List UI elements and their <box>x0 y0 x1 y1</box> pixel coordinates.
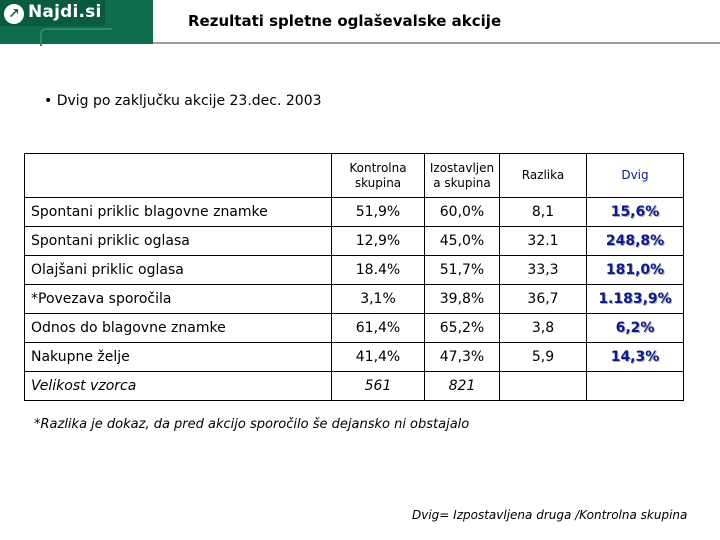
table-row <box>25 256 684 285</box>
table-row <box>25 285 684 314</box>
row-label: Velikost vzorca <box>25 372 332 401</box>
cell-exposed: 821 <box>425 372 500 401</box>
cell-lift: 6,2% <box>587 314 684 343</box>
cell-control: 51,9% <box>332 198 425 227</box>
header-cell-difference: Razlika <box>500 154 587 198</box>
row-label: Spontani priklic blagovne znamke <box>25 198 332 227</box>
bullet-marker: • <box>44 93 53 109</box>
footnote: *Razlika je dokaz, da pred akcijo sporočilo še dejansko ni obstajalo <box>34 417 470 432</box>
logo[interactable] <box>0 0 153 44</box>
header-cell-empty <box>25 154 332 198</box>
cell-lift <box>587 372 684 401</box>
logo-text: Najdi.si <box>28 2 102 22</box>
cell-control: 3,1% <box>332 285 425 314</box>
cell-difference: 3,8 <box>500 314 587 343</box>
cell-difference: 8,1 <box>500 198 587 227</box>
results-table <box>24 153 684 401</box>
table-row <box>25 227 684 256</box>
table-header-row <box>25 154 684 198</box>
header-cell-exposed: Izostavljen a skupina <box>425 154 500 198</box>
cell-control: 61,4% <box>332 314 425 343</box>
cell-exposed: 39,8% <box>425 285 500 314</box>
cell-exposed: 65,2% <box>425 314 500 343</box>
header-cell-control: Kontrolna skupina <box>332 154 425 198</box>
title-divider <box>153 42 720 44</box>
cell-control: 41,4% <box>332 343 425 372</box>
row-label: Olajšani priklic oglasa <box>25 256 332 285</box>
cell-difference: 32.1 <box>500 227 587 256</box>
cell-lift: 15,6% <box>587 198 684 227</box>
table-row-sample-size <box>25 372 684 401</box>
row-label: Spontani priklic oglasa <box>25 227 332 256</box>
page-title: Rezultati spletne oglaševalske akcije <box>188 12 502 30</box>
table-row <box>25 198 684 227</box>
header-cell-lift: Dvig <box>587 154 684 198</box>
cell-control: 18.4% <box>332 256 425 285</box>
row-label: Odnos do blagovne znamke <box>25 314 332 343</box>
cell-difference: 5,9 <box>500 343 587 372</box>
logo-arrow-icon: ↗ <box>4 4 24 24</box>
cell-lift: 181,0% <box>587 256 684 285</box>
cell-exposed: 60,0% <box>425 198 500 227</box>
cell-lift: 1.183,9% <box>587 285 684 314</box>
logo-decoration <box>40 28 112 46</box>
cell-exposed: 45,0% <box>425 227 500 256</box>
lift-formula-note: Dvig= Izpostavljena druga /Kontrolna skupina <box>412 508 688 522</box>
table-row <box>25 343 684 372</box>
cell-control: 12,9% <box>332 227 425 256</box>
cell-lift: 248,8% <box>587 227 684 256</box>
bullet-text: Dvig po zaključku akcije 23.dec. 2003 <box>56 93 322 109</box>
cell-control: 561 <box>332 372 425 401</box>
cell-lift: 14,3% <box>587 343 684 372</box>
cell-difference: 36,7 <box>500 285 587 314</box>
header <box>0 0 720 44</box>
cell-exposed: 47,3% <box>425 343 500 372</box>
cell-difference <box>500 372 587 401</box>
cell-difference: 33,3 <box>500 256 587 285</box>
row-label: Nakupne želje <box>25 343 332 372</box>
bullet-item <box>44 93 322 109</box>
row-label: *Povezava sporočila <box>25 285 332 314</box>
table-row <box>25 314 684 343</box>
cell-exposed: 51,7% <box>425 256 500 285</box>
